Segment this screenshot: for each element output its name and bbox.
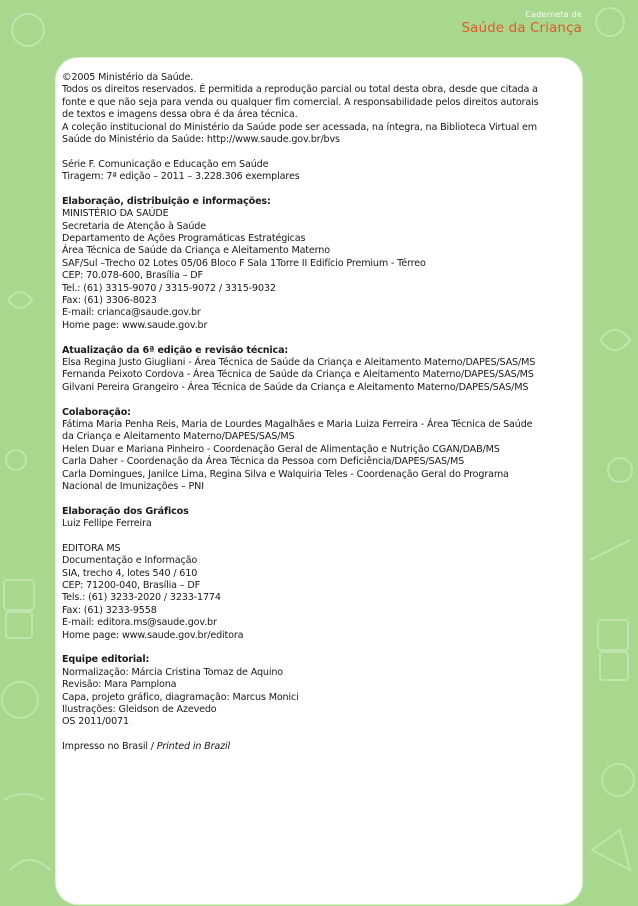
colaboracao-line: Carla Domingues, Janilce Lima, Regina Silva e Walquiria Teles - Coordenação Geral do Programa — [62, 468, 509, 480]
document-content — [62, 72, 568, 753]
elaboracao-heading: Elaboração, distribuição e informações: — [62, 195, 271, 207]
editora-line: Documentação e Informação — [62, 555, 198, 567]
elaboracao-section — [62, 196, 568, 332]
equipe-line: Capa, projeto gráfico, diagramação: Marcus Monici — [62, 691, 299, 703]
colaboracao-line: Nacional de Imunizações – PNI — [62, 480, 204, 492]
elaboracao-line: E-mail: crianca@saude.gov.br — [62, 307, 201, 319]
equipe-line: Ilustrações: Gleidson de Azevedo — [62, 703, 217, 715]
editora-line: CEP: 71200-040, Brasília – DF — [62, 580, 200, 592]
copyright-line: ©2005 Ministério da Saúde. — [62, 72, 194, 83]
printed-in-prefix: Impresso no Brasil / — [62, 741, 157, 753]
elaboracao-line: Home page: www.saude.gov.br — [62, 319, 208, 331]
page-header — [461, 10, 582, 36]
colaboracao-heading: Colaboração: — [62, 406, 131, 418]
printed-in-italic: Printed in Brazil — [156, 741, 231, 753]
graficos-line: Luiz Fellipe Ferreira — [62, 518, 152, 530]
editora-line: SIA, trecho 4, lotes 540 / 610 — [62, 567, 198, 579]
elaboracao-line: Secretaria de Atenção à Saúde — [62, 220, 206, 232]
copyright-line: fonte e que não seja para venda ou qualquer fim comercial. A responsabilidade pelos direitos autorais — [62, 96, 539, 108]
colaboracao-line: da Criança e Aleitamento Materno/DAPES/SAS/MS — [62, 431, 295, 443]
elaboracao-line: Departamento de Ações Programáticas Estratégicas — [62, 233, 306, 245]
elaboracao-line: CEP: 70.078-600, Brasília – DF — [62, 270, 203, 282]
atualizacao-line: Fernanda Peixoto Cordova - Área Técnica de Saúde da Criança e Aleitamento Materno/DAPES/SAS/MS — [62, 369, 534, 381]
header-top-label: Caderneta de — [525, 10, 582, 19]
equipe-section — [62, 654, 568, 728]
editora-line: EDITORA MS — [62, 542, 121, 554]
equipe-heading: Equipe editorial: — [62, 654, 150, 666]
colaboracao-line: Helen Duar e Mariana Pinheiro - Coordenação Geral de Alimentação e Nutrição CGAN/DAB/MS — [62, 443, 500, 455]
series-line: Série F. Comunicação e Educação em Saúde — [62, 158, 269, 170]
copyright-line: de textos e imagens dessa obra é da área técnica. — [62, 109, 298, 121]
copyright-line: Saúde do Ministério da Saúde: http://www.saude.gov.br/bvs — [62, 133, 340, 145]
editora-line: Tels.: (61) 3233-2020 / 3233-1774 — [62, 592, 221, 604]
atualizacao-line: Gilvani Pereira Grangeiro - Área Técnica de Saúde da Criança e Aleitamento Materno/DAPES/SAS/MS — [62, 381, 529, 393]
elaboracao-line: Tel.: (61) 3315-9070 / 3315-9072 / 3315-9032 — [62, 282, 276, 294]
header-title: Saúde da Criança — [461, 20, 582, 36]
editora-line: E-mail: editora.ms@saude.gov.br — [62, 617, 217, 629]
editora-line: Home page: www.saude.gov.br/editora — [62, 629, 244, 641]
elaboracao-line: SAF/Sul –Trecho 02 Lotes 05/06 Bloco F Sala 1Torre II Edifício Premium - Térreo — [62, 257, 426, 269]
copyright-line: A coleção institucional do Ministério da Saúde pode ser acessada, na íntegra, na Biblioteca Virtual em — [62, 121, 537, 133]
series-line: Tiragem: 7ª edição – 2011 – 3.228.306 exemplares — [62, 171, 300, 183]
series-section — [62, 159, 568, 184]
atualizacao-line: Elsa Regina Justo Giugliani - Área Técnica de Saúde da Criança e Aleitamento Materno/DAPES/SAS/MS — [62, 356, 536, 368]
elaboracao-line: Área Técnica de Saúde da Criança e Aleitamento Materno — [62, 245, 330, 257]
printed-in-line — [62, 741, 568, 753]
equipe-line: Revisão: Mara Pamplona — [62, 679, 177, 691]
editora-section — [62, 543, 568, 642]
copyright-line: Todos os direitos reservados. É permitida a reprodução parcial ou total desta obra, desde que citada a — [62, 84, 538, 96]
colaboracao-section — [62, 407, 568, 494]
equipe-line: OS 2011/0071 — [62, 716, 129, 728]
editora-line: Fax: (61) 3233-9558 — [62, 604, 157, 616]
atualizacao-heading: Atualização da 6ª edição e revisão técnica: — [62, 344, 289, 356]
graficos-heading: Elaboração dos Gráficos — [62, 505, 189, 517]
colaboracao-line: Carla Daher - Coordenação da Área Técnica da Pessoa com Deficiência/DAPES/SAS/MS — [62, 456, 465, 468]
elaboracao-line: Fax: (61) 3306-8023 — [62, 295, 157, 307]
elaboracao-line: MINISTÉRIO DA SAÚDE — [62, 208, 169, 220]
copyright-section — [62, 72, 568, 146]
graficos-section — [62, 506, 568, 531]
atualizacao-section — [62, 345, 568, 395]
equipe-line: Normalização: Márcia Cristina Tomaz de Aquino — [62, 666, 283, 678]
colaboracao-line: Fátima Maria Penha Reis, Maria de Lourdes Magalhães e Maria Luiza Ferreira - Área Técnica de Saúde — [62, 418, 533, 430]
